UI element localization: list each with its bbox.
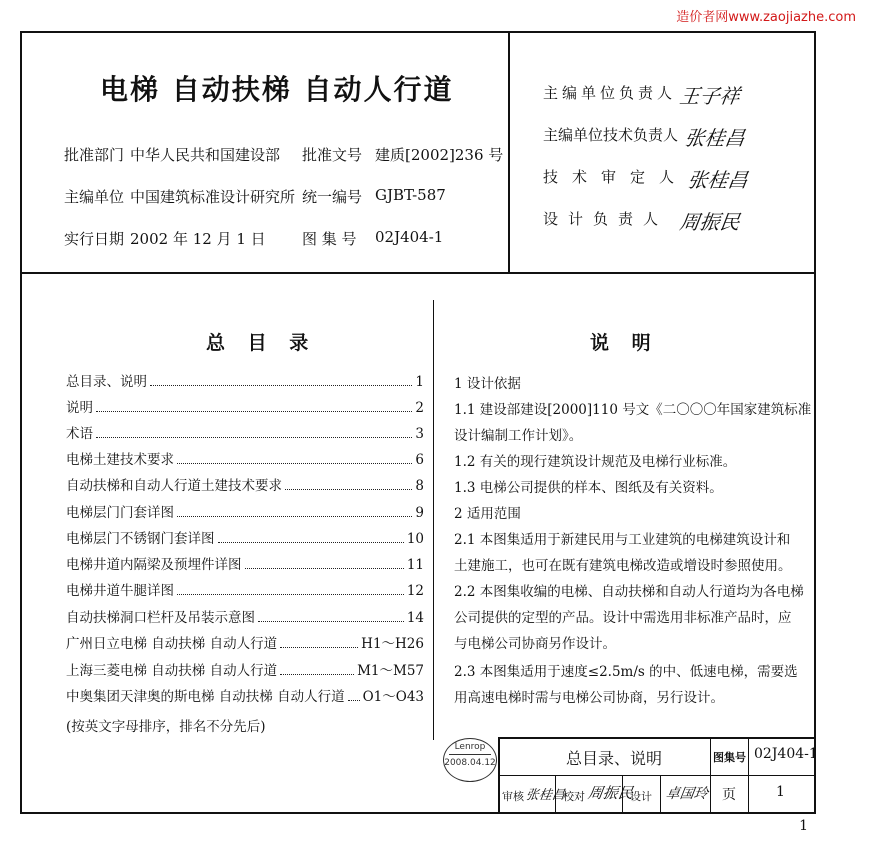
stamp-name: Lenrop [454, 742, 486, 752]
signature-chief-editor: 王子祥 [678, 84, 742, 108]
atlas-no-label: 图集号 [713, 751, 746, 764]
page-label: 页 [722, 787, 736, 803]
info-value-approval-dept: 中华人民共和国建设部 [130, 146, 281, 164]
toc-leader-dots [150, 385, 412, 386]
page-no-value: 1 [776, 784, 785, 800]
toc-item[interactable] [66, 368, 424, 390]
toc-leader-dots [258, 621, 404, 622]
explanation-line: 用高速电梯时需与电梯公司协商，另行设计。 [454, 690, 724, 706]
info-label-effective-date: 实行日期 [64, 230, 125, 248]
toc-leader-dots [285, 489, 412, 490]
explanation-line: 土建施工，也可在既有建筑电梯改造或增设时参照使用。 [454, 558, 792, 574]
signatory-role-chief-editor: 主编单位负责人 [543, 84, 677, 102]
signatory-role-design-lead: 设计负责人 [543, 210, 669, 228]
toc-item-page: O1～O43 [362, 689, 424, 705]
explanation-line: 2.3 本图集适用于速度≤2.5m/s 的中、低速电梯，需要选 [454, 664, 798, 680]
toc-item-label: 电梯层门门套详图 [66, 505, 174, 521]
toc-item[interactable] [66, 551, 424, 573]
toc-item[interactable] [66, 577, 424, 599]
stamp-date: 2008.04.12 [444, 758, 496, 768]
signature-tech-lead: 张桂昌 [683, 126, 747, 150]
title-block-divider [660, 776, 661, 814]
toc-item[interactable] [66, 446, 424, 468]
explanation-line: 2 适用范围 [454, 506, 521, 522]
header-divider [22, 272, 815, 274]
signatory-role-technical-reviewer: 技术审定人 [543, 168, 689, 186]
toc-item[interactable] [66, 657, 424, 679]
toc-item[interactable] [66, 630, 424, 652]
title-block-top-line [498, 737, 816, 739]
signature-design-lead: 周振民 [678, 210, 742, 234]
sheet-title: 总目录、说明 [566, 749, 663, 768]
explanation-heading: 说 明 [590, 332, 659, 354]
info-value-effective-date: 2002 年 12 月 1 日 [130, 230, 266, 248]
signature-technical-reviewer: 张桂昌 [686, 168, 750, 192]
info-label-approval-no: 批准文号 [302, 146, 363, 164]
toc-item-page: 10 [406, 531, 424, 547]
toc-item[interactable] [66, 499, 424, 521]
toc-item[interactable] [66, 604, 424, 626]
toc-leader-dots [177, 516, 412, 517]
toc-item-label: 中奥集团天津奥的斯电梯 自动扶梯 自动人行道 [66, 689, 345, 705]
toc-heading: 总 目 录 [206, 332, 317, 354]
reviewer-signature: 张桂昌 [524, 788, 566, 803]
toc-item-label: 说明 [66, 400, 93, 416]
column-divider [433, 300, 434, 740]
explanation-line: 1.1 建设部建设[2000]110 号文《二〇〇〇年国家建筑标准 [454, 402, 812, 418]
toc-item-page: 12 [406, 583, 424, 599]
toc-item-page: 6 [415, 452, 424, 468]
toc-item-label: 术语 [66, 426, 93, 442]
title-block-mid-line [498, 775, 816, 776]
explanation-line: 2.1 本图集适用于新建民用与工业建筑的电梯建筑设计和 [454, 532, 791, 548]
toc-item-page: 8 [415, 478, 424, 494]
toc-item-page: 11 [406, 557, 424, 573]
date-stamp [443, 738, 497, 782]
toc-item-label: 总目录、说明 [66, 374, 147, 390]
page-title: 电梯 自动扶梯 自动人行道 [100, 73, 454, 106]
info-value-approval-no: 建质[2002]236 号 [375, 146, 504, 164]
info-value-editor-unit: 中国建筑标准设计研究所 [130, 188, 296, 206]
toc-item-page: 9 [415, 505, 424, 521]
page-number: 1 [799, 818, 808, 834]
watermark: 造价者网www.zaojiazhe.com [676, 10, 856, 25]
toc-item[interactable] [66, 420, 424, 442]
signatory-role-tech-lead: 主编单位技术负责人 [543, 126, 679, 144]
toc-item-label: 电梯井道内隔梁及预埋件详图 [66, 557, 242, 573]
explanation-line: 2.2 本图集收编的电梯、自动扶梯和自动人行道均为各电梯 [454, 584, 804, 600]
info-label-editor-unit: 主编单位 [64, 188, 125, 206]
info-label-approval-dept: 批准部门 [64, 146, 125, 164]
checker-signature: 周振民 [586, 784, 635, 802]
check-label: 校对 [563, 790, 585, 803]
title-block-divider [748, 737, 749, 814]
info-label-unified-no: 统一编号 [302, 188, 363, 206]
explanation-line: 1.3 电梯公司提供的样本、图纸及有关资料。 [454, 480, 723, 496]
toc-leader-dots [96, 437, 412, 438]
review-label: 审核 [502, 790, 524, 803]
toc-item-page: M1～M57 [357, 663, 424, 679]
title-block-divider [710, 737, 711, 814]
design-label: 设计 [630, 790, 652, 803]
explanation-line: 与电梯公司协商另作设计。 [454, 636, 616, 652]
toc-item[interactable] [66, 525, 424, 547]
toc-leader-dots [280, 674, 354, 675]
stamp-divider [449, 754, 491, 755]
toc-item[interactable] [66, 683, 424, 705]
toc-item-label: 电梯井道牛腿详图 [66, 583, 174, 599]
toc-leader-dots [218, 542, 404, 543]
toc-item-label: 上海三菱电梯 自动扶梯 自动人行道 [66, 663, 278, 679]
atlas-no-value: 02J404-1 [754, 746, 818, 762]
explanation-line: 1.2 有关的现行建筑设计规范及电梯行业标准。 [454, 454, 737, 470]
toc-item-page: 1 [415, 374, 424, 390]
toc-item-page: H1～H26 [361, 636, 424, 652]
toc-item-page: 2 [415, 400, 424, 416]
toc-item[interactable] [66, 472, 424, 494]
explanation-line: 公司提供的定型的产品。设计中需选用非标准产品时，应 [454, 610, 792, 626]
toc-item-label: 广州日立电梯 自动扶梯 自动人行道 [66, 636, 278, 652]
toc-leader-dots [177, 594, 404, 595]
toc-item[interactable] [66, 394, 424, 416]
toc-leader-dots [245, 568, 404, 569]
designer-signature: 卓国玲 [664, 786, 709, 802]
info-value-unified-no: GJBT-587 [375, 186, 446, 204]
explanation-line: 设计编制工作计划》。 [454, 428, 583, 444]
toc-item-label: 自动扶梯和自动人行道土建技术要求 [66, 478, 282, 494]
info-label-atlas-no: 图 集 号 [302, 230, 357, 248]
explanation-line: 1 设计依据 [454, 376, 521, 392]
toc-item-page: 14 [406, 610, 424, 626]
toc-leader-dots [280, 647, 358, 648]
toc-item-page: 3 [415, 426, 424, 442]
info-value-atlas-no: 02J404-1 [375, 228, 444, 246]
toc-leader-dots [348, 700, 360, 701]
toc-item-label: 自动扶梯洞口栏杆及吊装示意图 [66, 610, 255, 626]
header-vertical-divider [508, 33, 510, 273]
toc-leader-dots [96, 411, 412, 412]
toc-leader-dots [177, 463, 412, 464]
toc-item-label: 电梯层门不锈钢门套详图 [66, 531, 215, 547]
toc-item-label: 电梯土建技术要求 [66, 452, 174, 468]
toc-note: (按英文字母排序，排名不分先后) [66, 719, 266, 735]
